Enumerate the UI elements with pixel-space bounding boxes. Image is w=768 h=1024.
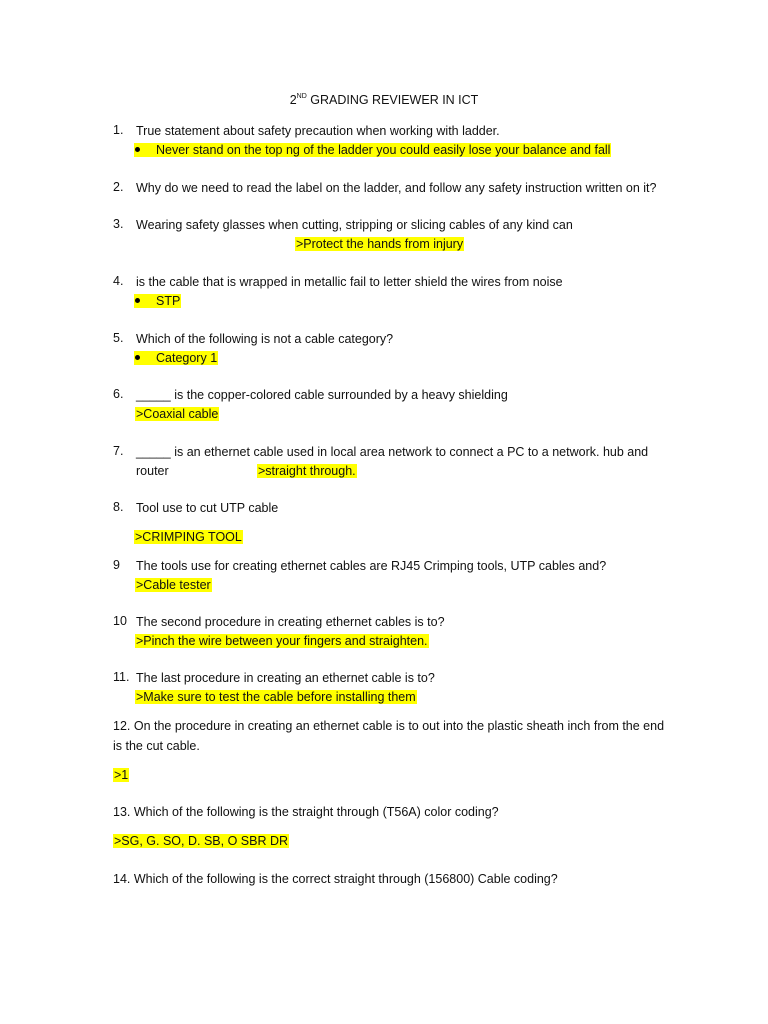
answer-line <box>135 577 212 593</box>
answer-highlight <box>134 143 611 157</box>
bullet-icon <box>135 147 140 152</box>
question-text: _____ is the copper-colored cable surrounded by a heavy shielding <box>136 388 508 402</box>
answer-line <box>135 689 417 705</box>
item-number: 8. <box>113 500 124 514</box>
answer-text: >CRIMPING TOOL <box>135 530 242 544</box>
question-text: 12. On the procedure in creating an ethernet cable is to out into the plastic sheath inch from the end <box>113 719 665 733</box>
item-number: 4. <box>113 274 124 288</box>
item-number: 5. <box>113 331 124 345</box>
item-number: 3. <box>113 217 124 231</box>
answer-text: >Make sure to test the cable before installing them <box>136 690 416 704</box>
answer-text: >Pinch the wire between your fingers and straighten. <box>136 634 428 648</box>
question-text: Tool use to cut UTP cable <box>136 501 279 515</box>
answer-text: Category 1 <box>156 351 218 365</box>
question-text-continued: is the cut cable. <box>113 739 200 753</box>
item-number: 10 <box>113 614 127 628</box>
item-number: 2. <box>113 180 124 194</box>
answer-line <box>257 463 357 479</box>
page-title <box>0 93 768 107</box>
title-suffix: GRADING REVIEWER IN ICT <box>306 93 479 107</box>
answer-text: >straight through. <box>258 464 356 478</box>
answer-text: >Cable tester <box>136 578 211 592</box>
answer-text: >Protect the hands from injury <box>296 237 464 251</box>
question-text: The tools use for creating ethernet cables are RJ45 Crimping tools, UTP cables and? <box>136 559 607 573</box>
answer-text: Never stand on the top ng of the ladder you could easily lose your balance and fall <box>156 143 611 157</box>
item-number: 9 <box>113 558 120 572</box>
item-number: 6. <box>113 387 124 401</box>
answer-line <box>113 767 129 783</box>
question-text: Wearing safety glasses when cutting, stripping or slicing cables of any kind can <box>136 218 573 232</box>
answer-line <box>134 293 181 309</box>
question-text: True statement about safety precaution when working with ladder. <box>136 124 500 138</box>
answer-highlight <box>134 294 181 308</box>
answer-text: >1 <box>114 768 129 782</box>
question-text: 13. Which of the following is the straight through (T56A) color coding? <box>113 805 499 819</box>
answer-text: >Coaxial cable <box>136 407 219 421</box>
answer-line <box>135 406 219 422</box>
question-text: 14. Which of the following is the correct straight through (156800) Cable coding? <box>113 872 558 886</box>
answer-text: >SG, G. SO, D. SB, O SBR DR <box>114 834 288 848</box>
answer-line <box>113 833 289 849</box>
question-text: The last procedure in creating an ethernet cable is to? <box>136 671 435 685</box>
answer-line <box>134 350 218 366</box>
bullet-icon <box>135 298 140 303</box>
question-text: The second procedure in creating ethernet cables is to? <box>136 615 445 629</box>
answer-highlight <box>134 351 218 365</box>
bullet-icon <box>135 355 140 360</box>
answer-line <box>135 633 429 649</box>
item-number: 1. <box>113 123 124 137</box>
question-text: Why do we need to read the label on the ladder, and follow any safety instruction written on it? <box>136 181 657 195</box>
item-number: 7. <box>113 444 124 458</box>
answer-line <box>295 236 464 252</box>
answer-text: STP <box>156 294 181 308</box>
title-prefix: 2 <box>289 93 297 107</box>
question-text-continued: router <box>136 464 169 478</box>
title-superscript: ND <box>296 93 307 100</box>
question-text: _____ is an ethernet cable used in local area network to connect a PC to a network. hub and <box>136 445 649 459</box>
question-text: Which of the following is not a cable category? <box>136 332 394 346</box>
question-text: is the cable that is wrapped in metallic fail to letter shield the wires from noise <box>136 275 563 289</box>
answer-line <box>134 142 611 158</box>
answer-line <box>134 529 243 545</box>
item-number: 11. <box>113 670 130 684</box>
